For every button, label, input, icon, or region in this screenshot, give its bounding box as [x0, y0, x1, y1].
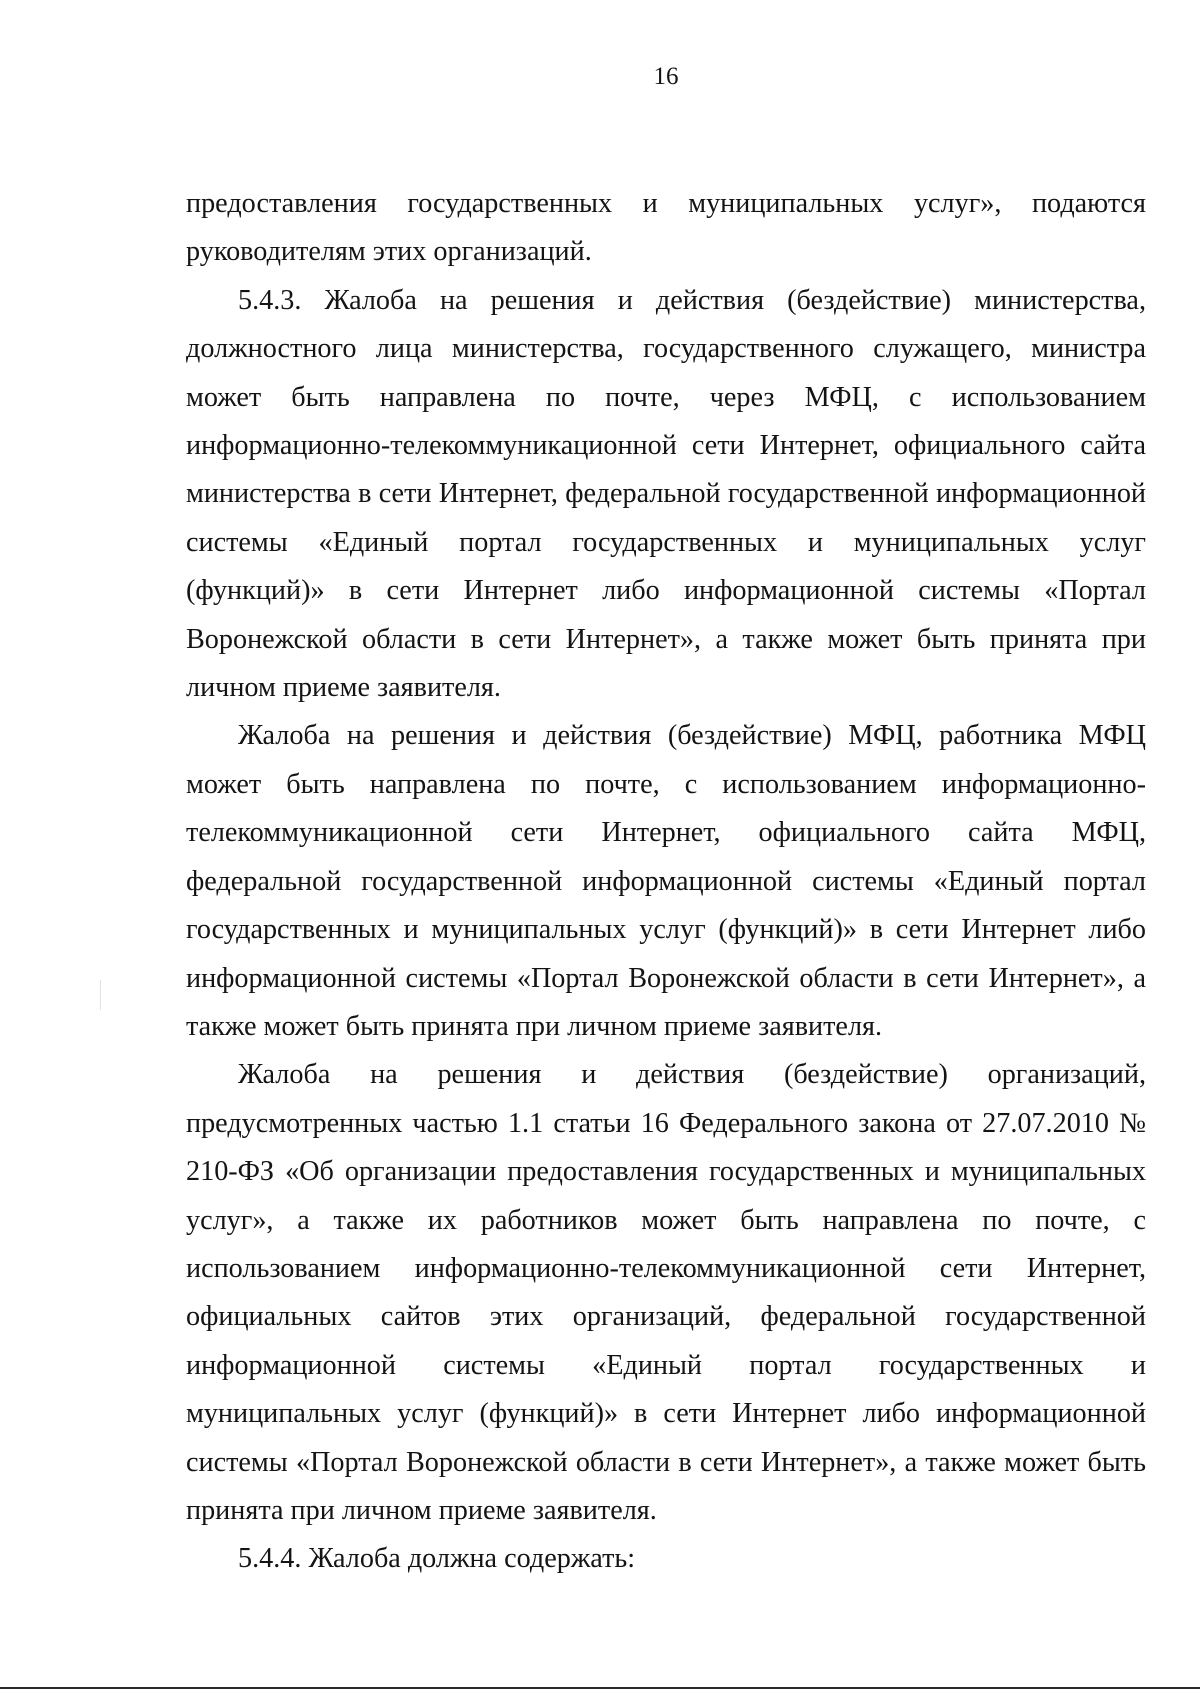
paragraph-continuation: предоставления государственных и муниципальных услуг», подаются руководителям этих организаций.: [186, 188, 1146, 268]
page-number: 16: [653, 63, 679, 90]
paragraph-organizations-complaint: Жалоба на решения и действия (бездействие) организаций, предусмотренных частью 1.1 статьи 16 Федерального закона от 27.07.2010 № 210-ФЗ «Об организации предоставления государственных и муниципальных услуг», а также их работников может быть направлена по почте, с использованием информационно-телекоммуникационной сети Интернет, официальных сайтов этих организаций, федеральной государственной информационной системы «Единый портал государственных и муниципальных услуг (функций)» в сети Интернет либо информационной системы «Портал Воронежской области в сети Интернет», а также может быть принята при личном приеме заявителя.: [186, 1059, 1146, 1526]
paragraph-5-4-3: 5.4.3. Жалоба на решения и действия (бездействие) министерства, должностного лица министерства, государственного служащего, министра может быть направлена по почте, через МФЦ, с использованием информационно-телекоммуникационной сети Интернет, официального сайта министерства в сети Интернет, федеральной государственной информационной системы «Единый портал государственных и муниципальных услуг (функций)» в сети Интернет либо информационной системы «Портал Воронежской области в сети Интернет», а также может быть принята при личном приеме заявителя.: [186, 284, 1146, 704]
paragraph-mfc-complaint: Жалоба на решения и действия (бездействие) МФЦ, работника МФЦ может быть направлена по почте, с использованием информационно-телекоммуникационной сети Интернет, официального сайта МФЦ, федеральной государственной информационной системы «Единый портал государственных и муниципальных услуг (функций)» в сети Интернет либо информационной системы «Портал Воронежской области в сети Интернет», а также может быть принята при личном приеме заявителя.: [186, 720, 1146, 1042]
paragraph-5-4-4: 5.4.4. Жалоба должна содержать:: [238, 1543, 636, 1575]
document-body: [186, 180, 1146, 1584]
scan-bottom-edge: [0, 1687, 1200, 1689]
scan-margin-mark: [100, 980, 101, 1010]
